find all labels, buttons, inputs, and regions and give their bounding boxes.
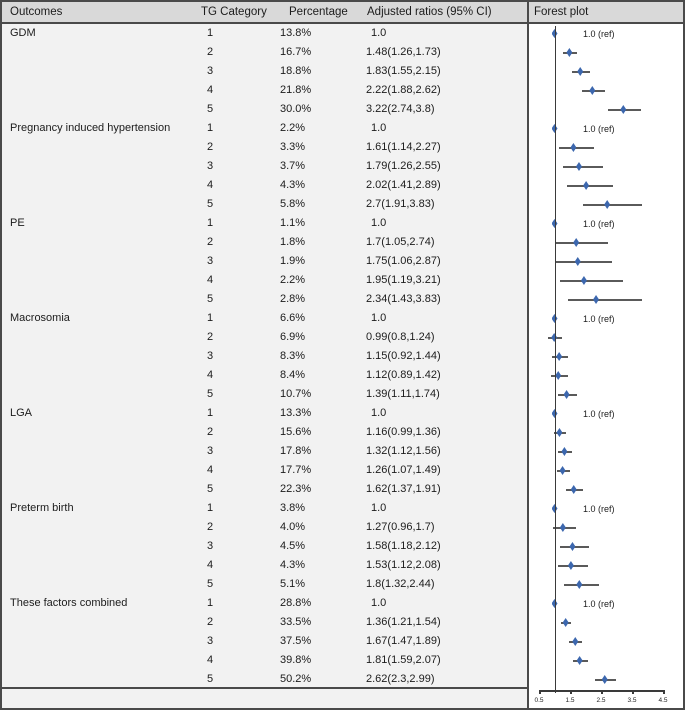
table-row [2,214,527,233]
percentage-value: 1.8% [280,236,306,248]
adjusted-ratio-value: 1.95(1.19,3.21) [366,274,441,286]
point-marker [604,200,610,209]
tg-category-value: 3 [207,255,214,267]
point-marker [560,523,566,532]
adjusted-ratio-value: 2.22(1.88,2.62) [366,84,441,96]
axis-tick [539,690,541,694]
percentage-value: 2.2% [280,122,306,134]
percentage-value: 30.0% [280,103,312,115]
percentage-value: 4.3% [280,559,306,571]
adjusted-ratio-value: 1.12(0.89,1.42) [366,369,441,381]
adjusted-ratio-value: 1.81(1.59,2.07) [366,654,441,666]
percentage-value: 3.3% [280,141,306,153]
adjusted-ratio-value: 1.75(1.06,2.87) [366,255,441,267]
table-row [2,537,527,556]
adjusted-ratio-value: 1.62(1.37,1.91) [366,483,441,495]
adjusted-ratio-value: 1.48(1.26,1.73) [366,46,441,58]
table-row [2,81,527,100]
tg-category-value: 1 [207,502,214,514]
axis-tick [570,690,572,694]
table-row [2,480,527,499]
table-row [2,404,527,423]
axis-tick [632,690,634,694]
tg-category-value: 2 [207,46,214,58]
tg-category-value: 2 [207,236,214,248]
adjusted-ratio-value: 1.26(1.07,1.49) [366,464,441,476]
tg-category-value: 3 [207,635,214,647]
adjusted-ratio-value: 1.0 [371,597,387,609]
tg-category-value: 3 [207,160,214,172]
ref-label: 1.0 (ref) [583,313,615,324]
tg-category-value: 2 [207,521,214,533]
percentage-value: 18.8% [280,65,312,77]
percentage-value: 1.1% [280,217,306,229]
percentage-value: 37.5% [280,635,312,647]
table-row [2,575,527,594]
point-marker [573,238,579,247]
axis-tick-label: 4.5 [658,697,668,704]
adjusted-ratio-value: 1.39(1.11,1.74) [366,388,440,400]
ci-line [563,166,603,168]
axis-tick-label: 0.5 [534,697,544,704]
percentage-value: 5.1% [280,578,306,590]
outcome-label: These factors combined [10,597,128,609]
adjusted-ratio-value: 2.02(1.41,2.89) [366,179,441,191]
table-row [2,347,527,366]
axis-tick-label: 1.5 [565,697,575,704]
point-marker [572,637,578,646]
table-row [2,290,527,309]
point-marker [570,143,576,152]
column-header-percentage: Percentage [289,6,348,18]
point-marker [564,390,570,399]
ref-label: 1.0 (ref) [583,408,615,419]
percentage-value: 15.6% [280,426,312,438]
table-row [2,252,527,271]
adjusted-ratio-value: 2.62(2.3,2.99) [366,673,435,685]
table-row [2,385,527,404]
ref-label: 1.0 (ref) [583,598,615,609]
point-marker [566,48,572,57]
outcome-label [2,176,198,195]
outcome-label [2,575,198,594]
axis-tick-label: 2.5 [596,697,606,704]
point-marker [568,561,574,570]
tg-category-value: 1 [207,122,214,134]
point-marker [576,162,582,171]
tg-category-value: 5 [207,293,214,305]
percentage-value: 3.7% [280,160,306,172]
percentage-value: 6.9% [280,331,306,343]
outcome-label [2,347,198,366]
table-body [2,24,683,708]
adjusted-ratio-value: 1.0 [371,502,387,514]
point-marker [577,656,583,665]
percentage-value: 4.0% [280,521,306,533]
percentage-value: 16.7% [280,46,312,58]
table-header-row [2,2,683,24]
table-row [2,499,527,518]
ref-label: 1.0 (ref) [583,28,615,39]
tg-category-value: 4 [207,369,214,381]
outcome-label [2,195,198,214]
adjusted-ratio-value: 1.0 [371,217,387,229]
percentage-value: 39.8% [280,654,312,666]
percentage-value: 10.7% [280,388,312,400]
outcome-label: GDM [10,27,36,39]
ref-label: 1.0 (ref) [583,503,615,514]
adjusted-ratio-value: 1.79(1.26,2.55) [366,160,441,172]
percentage-value: 4.5% [280,540,306,552]
point-marker [581,276,587,285]
tg-category-value: 2 [207,331,214,343]
table-row [2,100,527,119]
adjusted-ratio-value: 1.16(0.99,1.36) [366,426,441,438]
axis-tick [663,690,665,694]
outcome-label: LGA [10,407,33,419]
percentage-value: 28.8% [280,597,312,609]
adjusted-ratio-value: 1.0 [371,27,387,39]
table-row [2,518,527,537]
tg-category-value: 1 [207,597,214,609]
table-row [2,24,527,43]
ci-line [556,242,608,244]
adjusted-ratio-value: 1.58(1.18,2.12) [366,540,441,552]
outcome-label [2,670,198,689]
tg-category-value: 4 [207,464,214,476]
outcome-label: Preterm birth [10,502,74,514]
table-row [2,613,527,632]
tg-category-value: 5 [207,673,214,685]
table-row [2,366,527,385]
outcome-label [2,233,198,252]
tg-category-value: 4 [207,274,214,286]
outcome-label [2,62,198,81]
adjusted-ratio-value: 1.0 [371,122,387,134]
table-row [2,651,527,670]
percentage-value: 13.8% [280,27,312,39]
adjusted-ratio-value: 1.53(1.12,2.08) [366,559,441,571]
table-row [2,195,527,214]
table-row [2,423,527,442]
tg-category-value: 3 [207,445,214,457]
outcome-label [2,651,198,670]
adjusted-ratio-value: 3.22(2.74,3.8) [366,103,435,115]
point-marker [583,181,589,190]
table-row [2,43,527,62]
percentage-value: 8.4% [280,369,306,381]
data-rows-area [2,24,527,689]
percentage-value: 2.2% [280,274,306,286]
tg-category-value: 4 [207,559,214,571]
tg-category-value: 3 [207,350,214,362]
outcome-label [2,385,198,404]
point-marker [569,542,575,551]
adjusted-ratio-value: 1.36(1.21,1.54) [366,616,441,628]
tg-category-value: 1 [207,217,214,229]
column-header-forest-plot: Forest plot [527,2,683,22]
outcome-label: Macrosomia [10,312,70,324]
adjusted-ratio-value: 1.0 [371,312,387,324]
point-marker [589,86,595,95]
ci-line [568,299,642,301]
adjusted-ratio-value: 2.34(1.43,3.83) [366,293,441,305]
column-header-outcomes: Outcomes [10,6,63,18]
percentage-value: 4.3% [280,179,306,191]
outcome-label: Pregnancy induced hypertension [10,122,171,134]
outcome-label [2,556,198,575]
tg-category-value: 5 [207,103,214,115]
outcome-label [2,366,198,385]
point-marker [555,371,561,380]
forest-plot-panel [527,24,683,708]
percentage-value: 50.2% [280,673,312,685]
outcome-label [2,81,198,100]
percentage-value: 33.5% [280,616,312,628]
point-marker [602,675,608,684]
percentage-value: 13.3% [280,407,312,419]
adjusted-ratio-value: 1.83(1.55,2.15) [366,65,441,77]
outcome-label [2,480,198,499]
adjusted-ratio-value: 1.27(0.96,1.7) [366,521,435,533]
ci-line [583,204,643,206]
percentage-value: 5.8% [280,198,306,210]
point-marker [563,618,569,627]
outcome-label [2,100,198,119]
point-marker [556,352,562,361]
outcome-label [2,537,198,556]
point-marker [620,105,626,114]
point-marker [561,447,567,456]
outcome-label [2,518,198,537]
outcome-label [2,461,198,480]
axis-tick [601,690,603,694]
adjusted-ratio-value: 1.15(0.92,1.44) [366,350,441,362]
column-header-tg-category: TG Category [201,6,267,18]
table-row [2,176,527,195]
table-row [2,119,527,138]
point-marker [571,485,577,494]
tg-category-value: 1 [207,407,214,419]
point-marker [575,257,581,266]
adjusted-ratio-value: 1.61(1.14,2.27) [366,141,441,153]
adjusted-ratio-value: 1.7(1.05,2.74) [366,236,435,248]
outcome-label [2,290,198,309]
outcome-label [2,423,198,442]
tg-category-value: 4 [207,654,214,666]
table-row [2,461,527,480]
outcome-label [2,632,198,651]
forest-plot-canvas [529,24,683,708]
table-row [2,309,527,328]
percentage-value: 8.3% [280,350,306,362]
adjusted-ratio-value: 1.0 [371,407,387,419]
tg-category-value: 2 [207,426,214,438]
tg-category-value: 5 [207,578,214,590]
outcome-label [2,442,198,461]
percentage-value: 17.7% [280,464,312,476]
outcome-label [2,328,198,347]
point-marker [560,466,566,475]
table-row [2,556,527,575]
outcome-label [2,613,198,632]
tg-category-value: 1 [207,312,214,324]
reference-line [555,26,557,693]
tg-category-value: 5 [207,483,214,495]
tg-category-value: 3 [207,540,214,552]
table-row [2,62,527,81]
table-row [2,138,527,157]
outcome-label [2,271,198,290]
percentage-value: 21.8% [280,84,312,96]
table-row [2,632,527,651]
point-marker [556,428,562,437]
axis-tick-label: 3.5 [627,697,637,704]
table-row [2,594,527,613]
percentage-value: 6.6% [280,312,306,324]
outcome-label [2,252,198,271]
table-row [2,442,527,461]
point-marker [593,295,599,304]
percentage-value: 22.3% [280,483,312,495]
ci-line [560,280,623,282]
ref-label: 1.0 (ref) [583,123,615,134]
table-row [2,271,527,290]
table-row [2,233,527,252]
tg-category-value: 5 [207,198,214,210]
percentage-value: 3.8% [280,502,306,514]
table-row [2,670,527,689]
point-marker [577,67,583,76]
outcome-label: PE [10,217,25,229]
percentage-value: 2.8% [280,293,306,305]
ci-line [567,185,613,187]
ref-label: 1.0 (ref) [583,218,615,229]
table-row [2,157,527,176]
column-header-adjusted-ratios: Adjusted ratios (95% CI) [367,6,492,18]
percentage-value: 1.9% [280,255,306,267]
adjusted-ratio-value: 2.7(1.91,3.83) [366,198,435,210]
outcome-label [2,157,198,176]
table-row [2,328,527,347]
point-marker [576,580,582,589]
tg-category-value: 2 [207,616,214,628]
tg-category-value: 5 [207,388,214,400]
percentage-value: 17.8% [280,445,312,457]
ci-line [556,261,612,263]
outcome-label [2,43,198,62]
outcome-label [2,138,198,157]
adjusted-ratio-value: 0.99(0.8,1.24) [366,331,435,343]
tg-category-value: 4 [207,179,214,191]
adjusted-ratio-value: 1.32(1.12,1.56) [366,445,441,457]
tg-category-value: 4 [207,84,214,96]
adjusted-ratio-value: 1.67(1.47,1.89) [366,635,441,647]
tg-category-value: 1 [207,27,214,39]
adjusted-ratio-value: 1.8(1.32,2.44) [366,578,435,590]
tg-category-value: 2 [207,141,214,153]
tg-category-value: 3 [207,65,214,77]
